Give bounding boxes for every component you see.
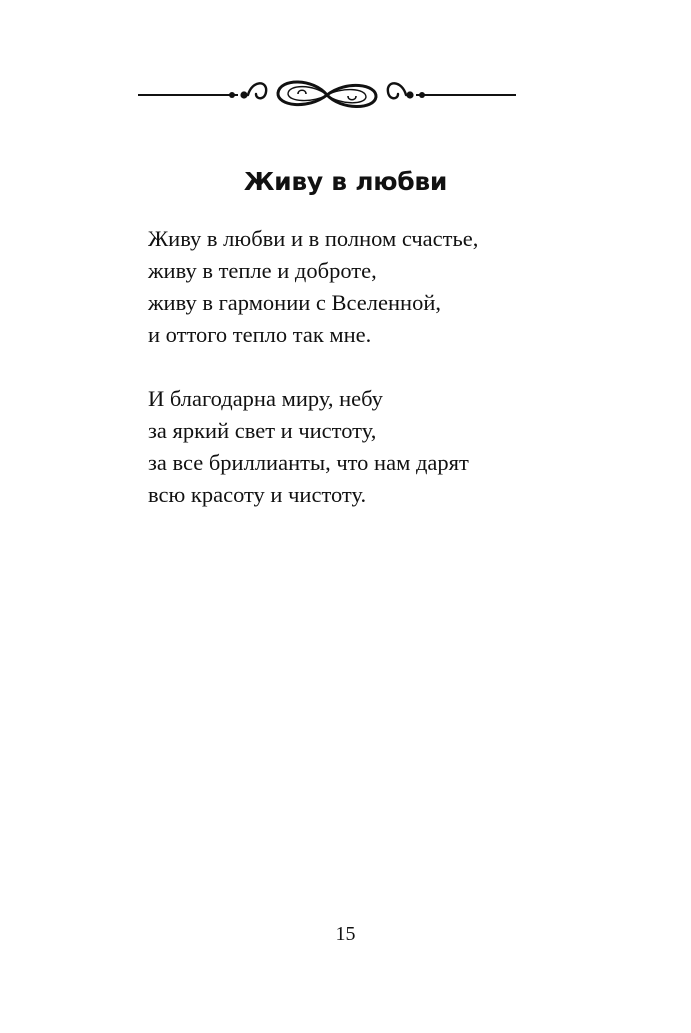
page-number: 15 (335, 923, 356, 945)
poem-line: за все бриллианты, что нам дарят (148, 450, 469, 475)
stanza-1 (148, 223, 568, 351)
flourish-divider-icon (138, 70, 516, 116)
poem-line: всю красоту и чистоту. (148, 482, 367, 507)
poem-line: живу в гармонии с Вселенной, (148, 290, 442, 315)
poem-line: и оттого тепло так мне. (148, 322, 372, 347)
poem-line: за яркий свет и чистоту, (148, 418, 377, 443)
poem-line: живу в тепле и доброте, (148, 258, 377, 283)
poem-line: И благодарна миру, небу (148, 386, 383, 411)
poem-line: Живу в любви и в полном счастье, (148, 226, 479, 251)
stanza-2 (148, 383, 568, 511)
poem-body (148, 223, 568, 543)
poem-title: Живу в любви (243, 167, 448, 196)
